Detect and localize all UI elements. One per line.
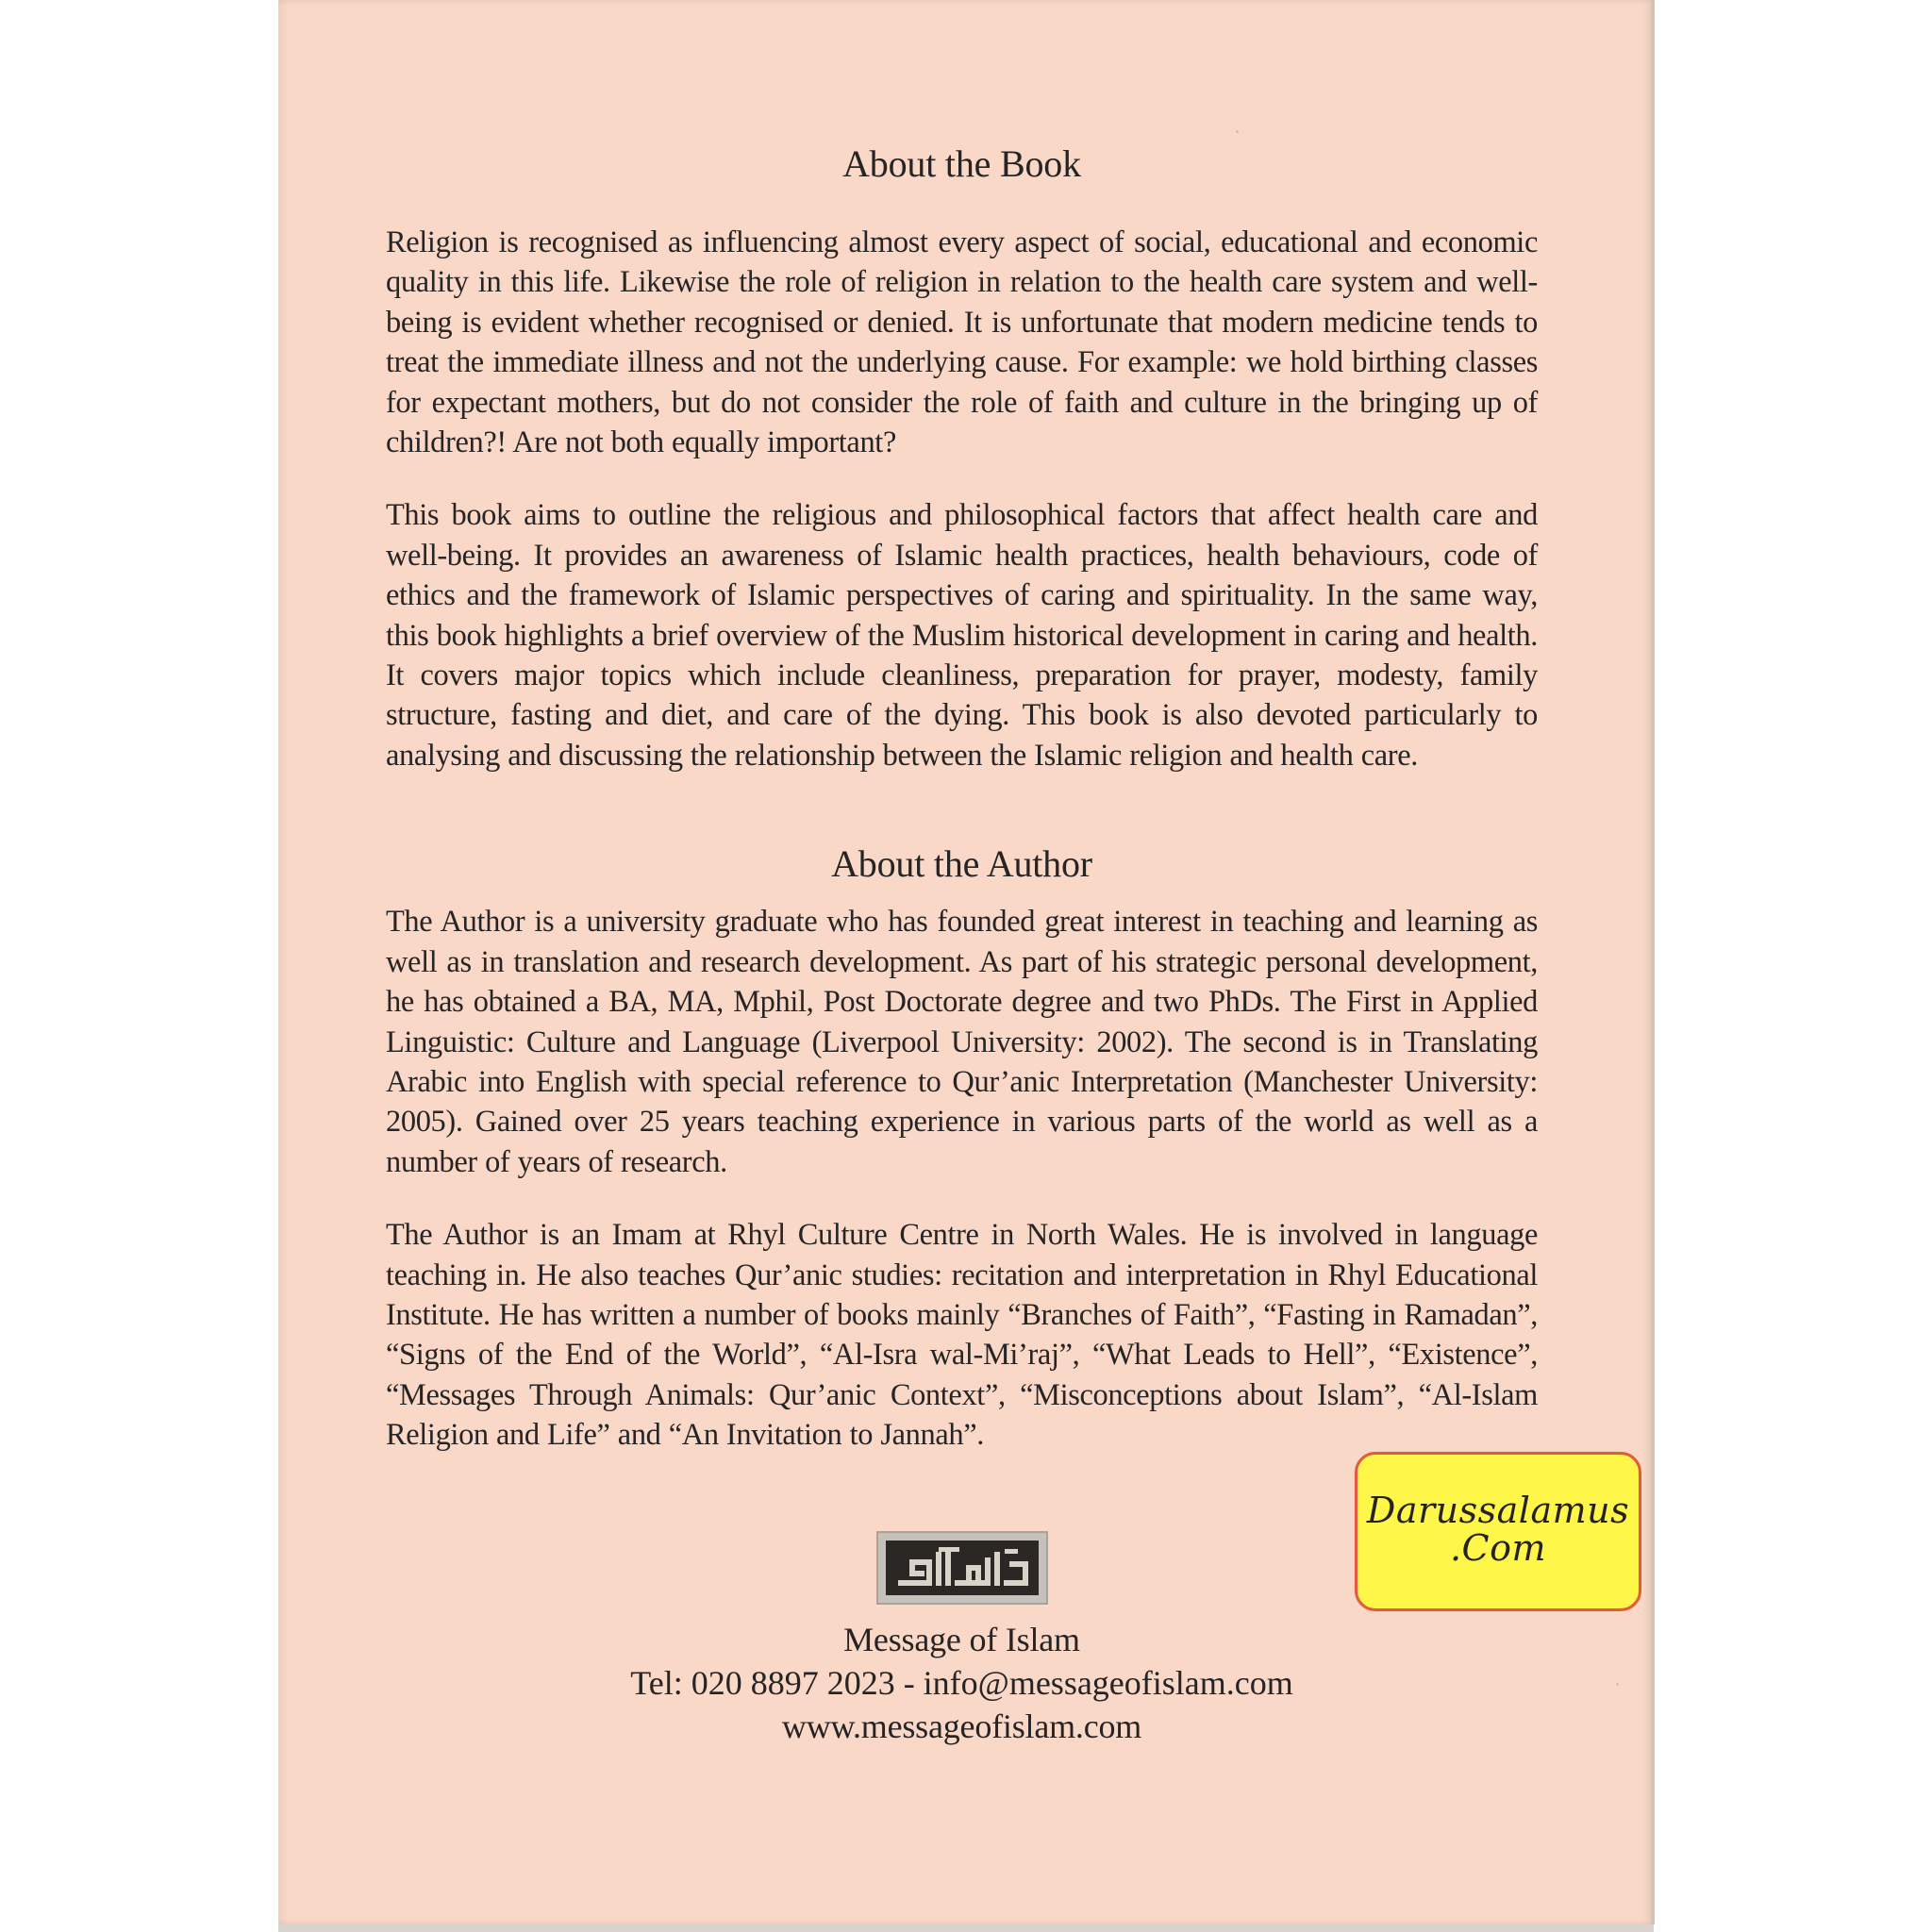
badge-line-1: Darussalamus: [1366, 1489, 1630, 1531]
about-book-paragraph-1: Religion is recognised as influencing almost every aspect of social, educational and economic quality in this life. Likewise the role of religion in relation to the health care system and well-being is evident whether recognised or denied. It is unfortunate that modern medicine tends to treat the immediate illness and not the underlying cause. For example: we hold birthing classes for expectant mothers, but do not consider the role of faith and culture in the bringing up of children?! Are not both equally important?: [386, 225, 1538, 460]
kufic-logo-glyph-icon: [891, 1545, 1033, 1591]
publisher-website: www.messageofislam.com: [781, 1707, 1142, 1745]
about-book-paragraph-2: This book aims to outline the religious and philosophical factors that affect health care and well-being. It provides an awareness of Islamic health practices, health behaviours, code of ethics and the framework of Islamic perspectives of caring and spirituality. In the same way, this book highlights a brief overview of the Muslim historical development in caring and health. It covers major topics which include cleanliness, preparation for prayer, modesty, family structure, fasting and diet, and care of the dying. This book is also devoted particularly to analysing and discussing the relationship between the Islamic religion and health care.: [386, 498, 1538, 773]
publisher-name: Message of Islam: [843, 1621, 1080, 1658]
cover-bottom-edge: [278, 1924, 1654, 1932]
about-author-paragraph-2: The Author is an Imam at Rhyl Culture Centre in North Wales. He is involved in language teaching in. He also teaches Qur’anic studies: recitation and interpretation in Rhyl Educational Institute. He has written a number of books mainly “Branches of Faith”, “Fasting in Ramadan”, “Signs of the End of the World”, “Al-Isra wal-Mi’raj”, “What Leads to Hell”, “Existence”, “Messages Through Animals: Qur’anic Context”, “Misconceptions about Islam”, “Al-Islam Religion and Life” and “An Invitation to Jannah”.: [386, 1218, 1538, 1453]
cover-edge: [1651, 0, 1655, 1924]
kufic-islam-logo-icon: [876, 1531, 1048, 1605]
about-author-paragraph-1: The Author is a university graduate who has founded great interest in teaching and learning as well as in translation and research development. As part of his strategic personal development, he has obtained a BA, MA, Mphil, Post Doctorate degree and two PhDs. The First in Applied Linguistic: Culture and Language (Liverpool University: 2002). The second is in Translating Arabic into English with special reference to Qur’anic Interpretation (Manchester University: 2005). Gained over 25 years teaching experience in various parts of the world as well as a number of years of research.: [386, 905, 1538, 1179]
publisher-contact: Tel: 020 8897 2023 - info@messageofislam.com: [630, 1664, 1293, 1702]
about-book-heading: About the Book: [842, 142, 1081, 185]
darussalamus-watermark-badge: [1355, 1452, 1641, 1611]
logo-panel: [886, 1541, 1039, 1595]
back-cover-text: [386, 142, 1538, 1456]
about-author-heading: About the Author: [831, 842, 1092, 886]
badge-line-2: .Com: [1449, 1526, 1547, 1569]
paper-speck: [1236, 130, 1239, 133]
paper-speck: [1616, 1683, 1619, 1686]
